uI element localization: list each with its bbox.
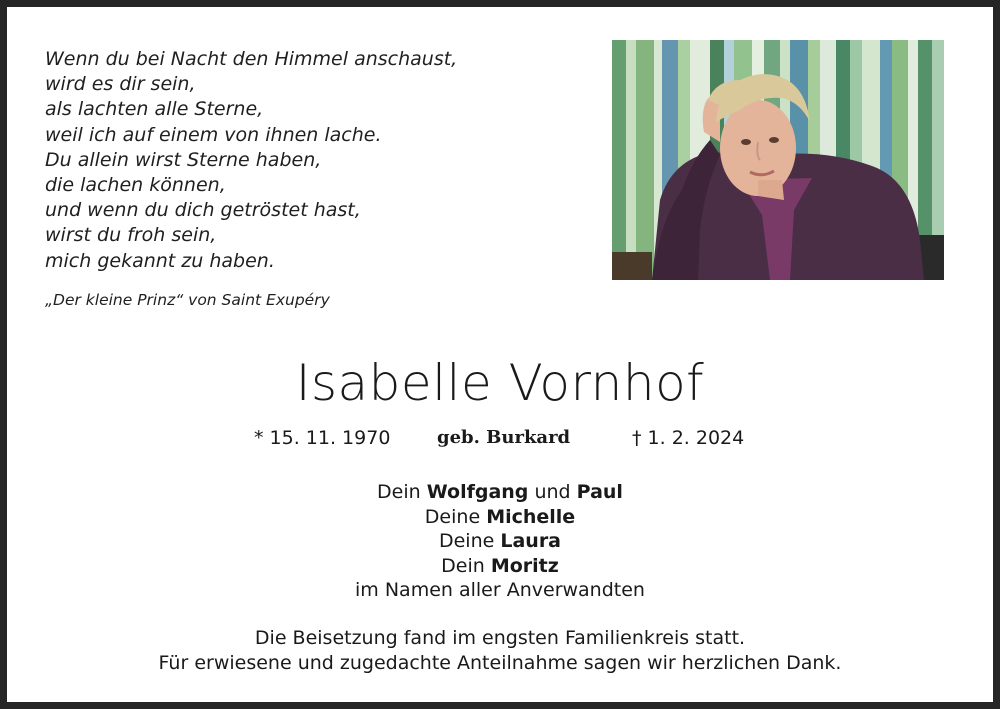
- mourner-row: [7, 554, 993, 579]
- poem-line: und wenn du dich getröstet hast,: [45, 199, 361, 222]
- death-date: † 1. 2. 2024: [632, 427, 745, 449]
- birth-date: * 15. 11. 1970: [254, 427, 391, 449]
- mourner-row: [7, 480, 993, 505]
- mourner-prefix: Deine: [424, 505, 481, 528]
- portrait-illustration: [612, 40, 944, 280]
- poem-line: wirst du froh sein,: [45, 224, 217, 247]
- poem-source: „Der kleine Prinz“ von Saint Exupéry: [45, 291, 330, 309]
- mourner-row: [7, 505, 993, 530]
- mourner-name: Wolfgang: [426, 481, 529, 503]
- poem-line: Du allein wirst Sterne haben,: [45, 148, 322, 171]
- funeral-note: Die Beisetzung fand im engsten Familienkreis statt.: [254, 627, 746, 649]
- thanks-note: Für erwiesene und zugedachte Anteilnahme sagen wir herzlichen Dank.: [158, 651, 842, 674]
- mourner-prefix: Dein: [441, 554, 485, 577]
- mourner-name: Moritz: [490, 554, 559, 577]
- maiden-name: geb. Burkard: [437, 427, 571, 448]
- closing-text: [7, 626, 993, 675]
- poem-line: mich gekannt zu haben.: [45, 249, 275, 272]
- poem-line: die lachen können,: [45, 174, 226, 197]
- mourner-name: Michelle: [486, 505, 576, 528]
- poem-line: Wenn du bei Nacht den Himmel anschaust,: [45, 48, 458, 70]
- mourner-relatives: im Namen aller Anverwandten: [355, 579, 645, 601]
- mourners-list: [7, 480, 993, 603]
- mourner-name: Laura: [500, 530, 562, 552]
- mourner-prefix: Dein: [377, 481, 421, 503]
- mourner-row: [7, 529, 993, 554]
- poem-line: wird es dir sein,: [45, 73, 196, 96]
- mourner-joiner: und: [534, 481, 571, 503]
- poem: [45, 47, 565, 274]
- poem-line: weil ich auf einem von ihnen lache.: [45, 123, 382, 146]
- poem-line: als lachten alle Sterne,: [45, 98, 264, 121]
- portrait-photo: [612, 40, 944, 280]
- mourner-name: Paul: [576, 481, 623, 503]
- deceased-name: Isabelle Vornhof: [295, 354, 705, 412]
- mourner-prefix: Deine: [438, 530, 495, 552]
